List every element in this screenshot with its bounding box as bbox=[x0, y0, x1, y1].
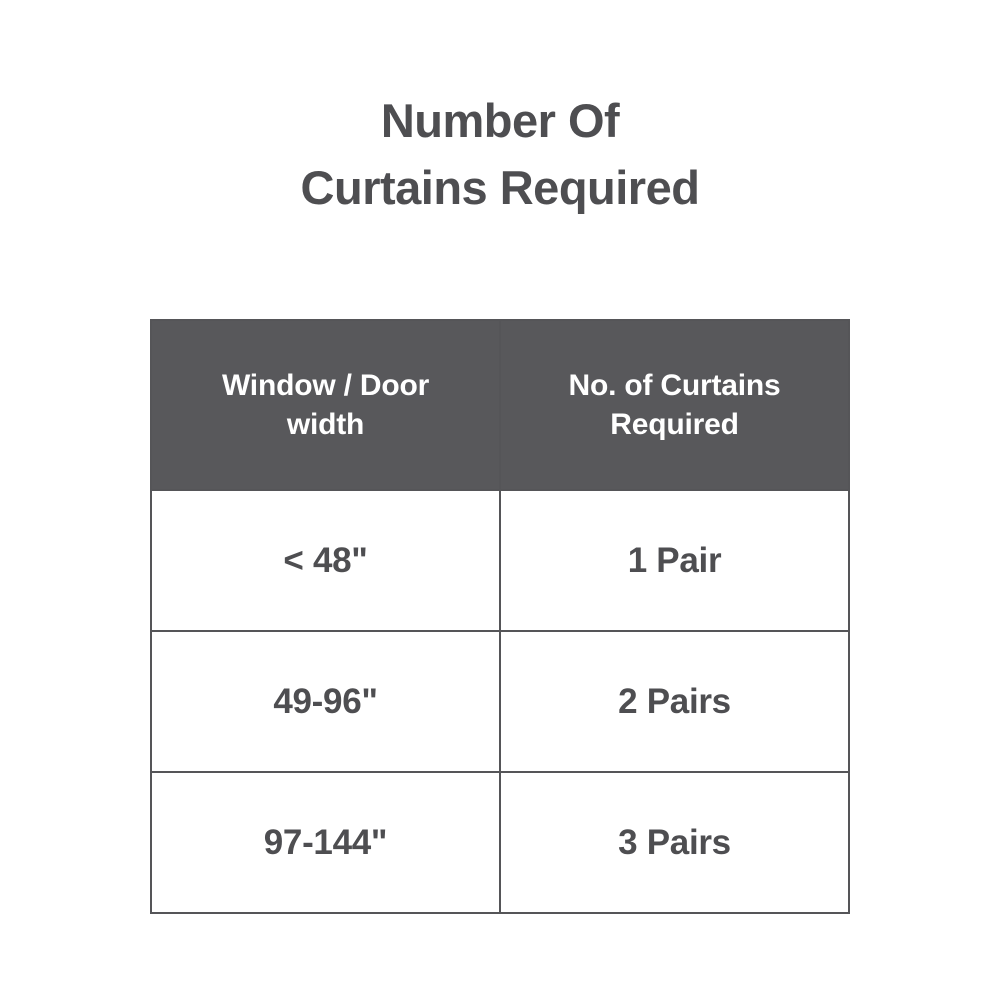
page-title bbox=[90, 88, 910, 221]
column-header-curtains-line-2: Required bbox=[610, 408, 739, 442]
column-header-width bbox=[151, 320, 500, 490]
size-guide-table bbox=[150, 319, 850, 914]
cell-curtains-required: 3 Pairs bbox=[500, 772, 849, 913]
table-header-row bbox=[151, 320, 849, 490]
page-title-line-1: Number Of bbox=[380, 94, 620, 147]
column-header-curtains bbox=[500, 320, 849, 490]
cell-curtains-required: 2 Pairs bbox=[500, 631, 849, 772]
table-row bbox=[151, 631, 849, 772]
cell-window-width: 49-96" bbox=[151, 631, 500, 772]
cell-curtains-required: 1 Pair bbox=[500, 490, 849, 631]
page-title-line-2: Curtains Required bbox=[300, 160, 700, 214]
cell-window-width: < 48" bbox=[151, 490, 500, 631]
cell-window-width: 97-144" bbox=[151, 772, 500, 913]
size-guide-table-wrapper bbox=[150, 319, 850, 914]
table-row bbox=[151, 772, 849, 913]
table-header bbox=[151, 320, 849, 490]
column-header-width-line-1: Window / Door bbox=[221, 368, 430, 402]
column-header-width-line-2: width bbox=[286, 408, 365, 442]
table-row bbox=[151, 490, 849, 631]
column-header-curtains-line-1: No. of Curtains bbox=[568, 368, 781, 402]
table-body bbox=[151, 490, 849, 913]
